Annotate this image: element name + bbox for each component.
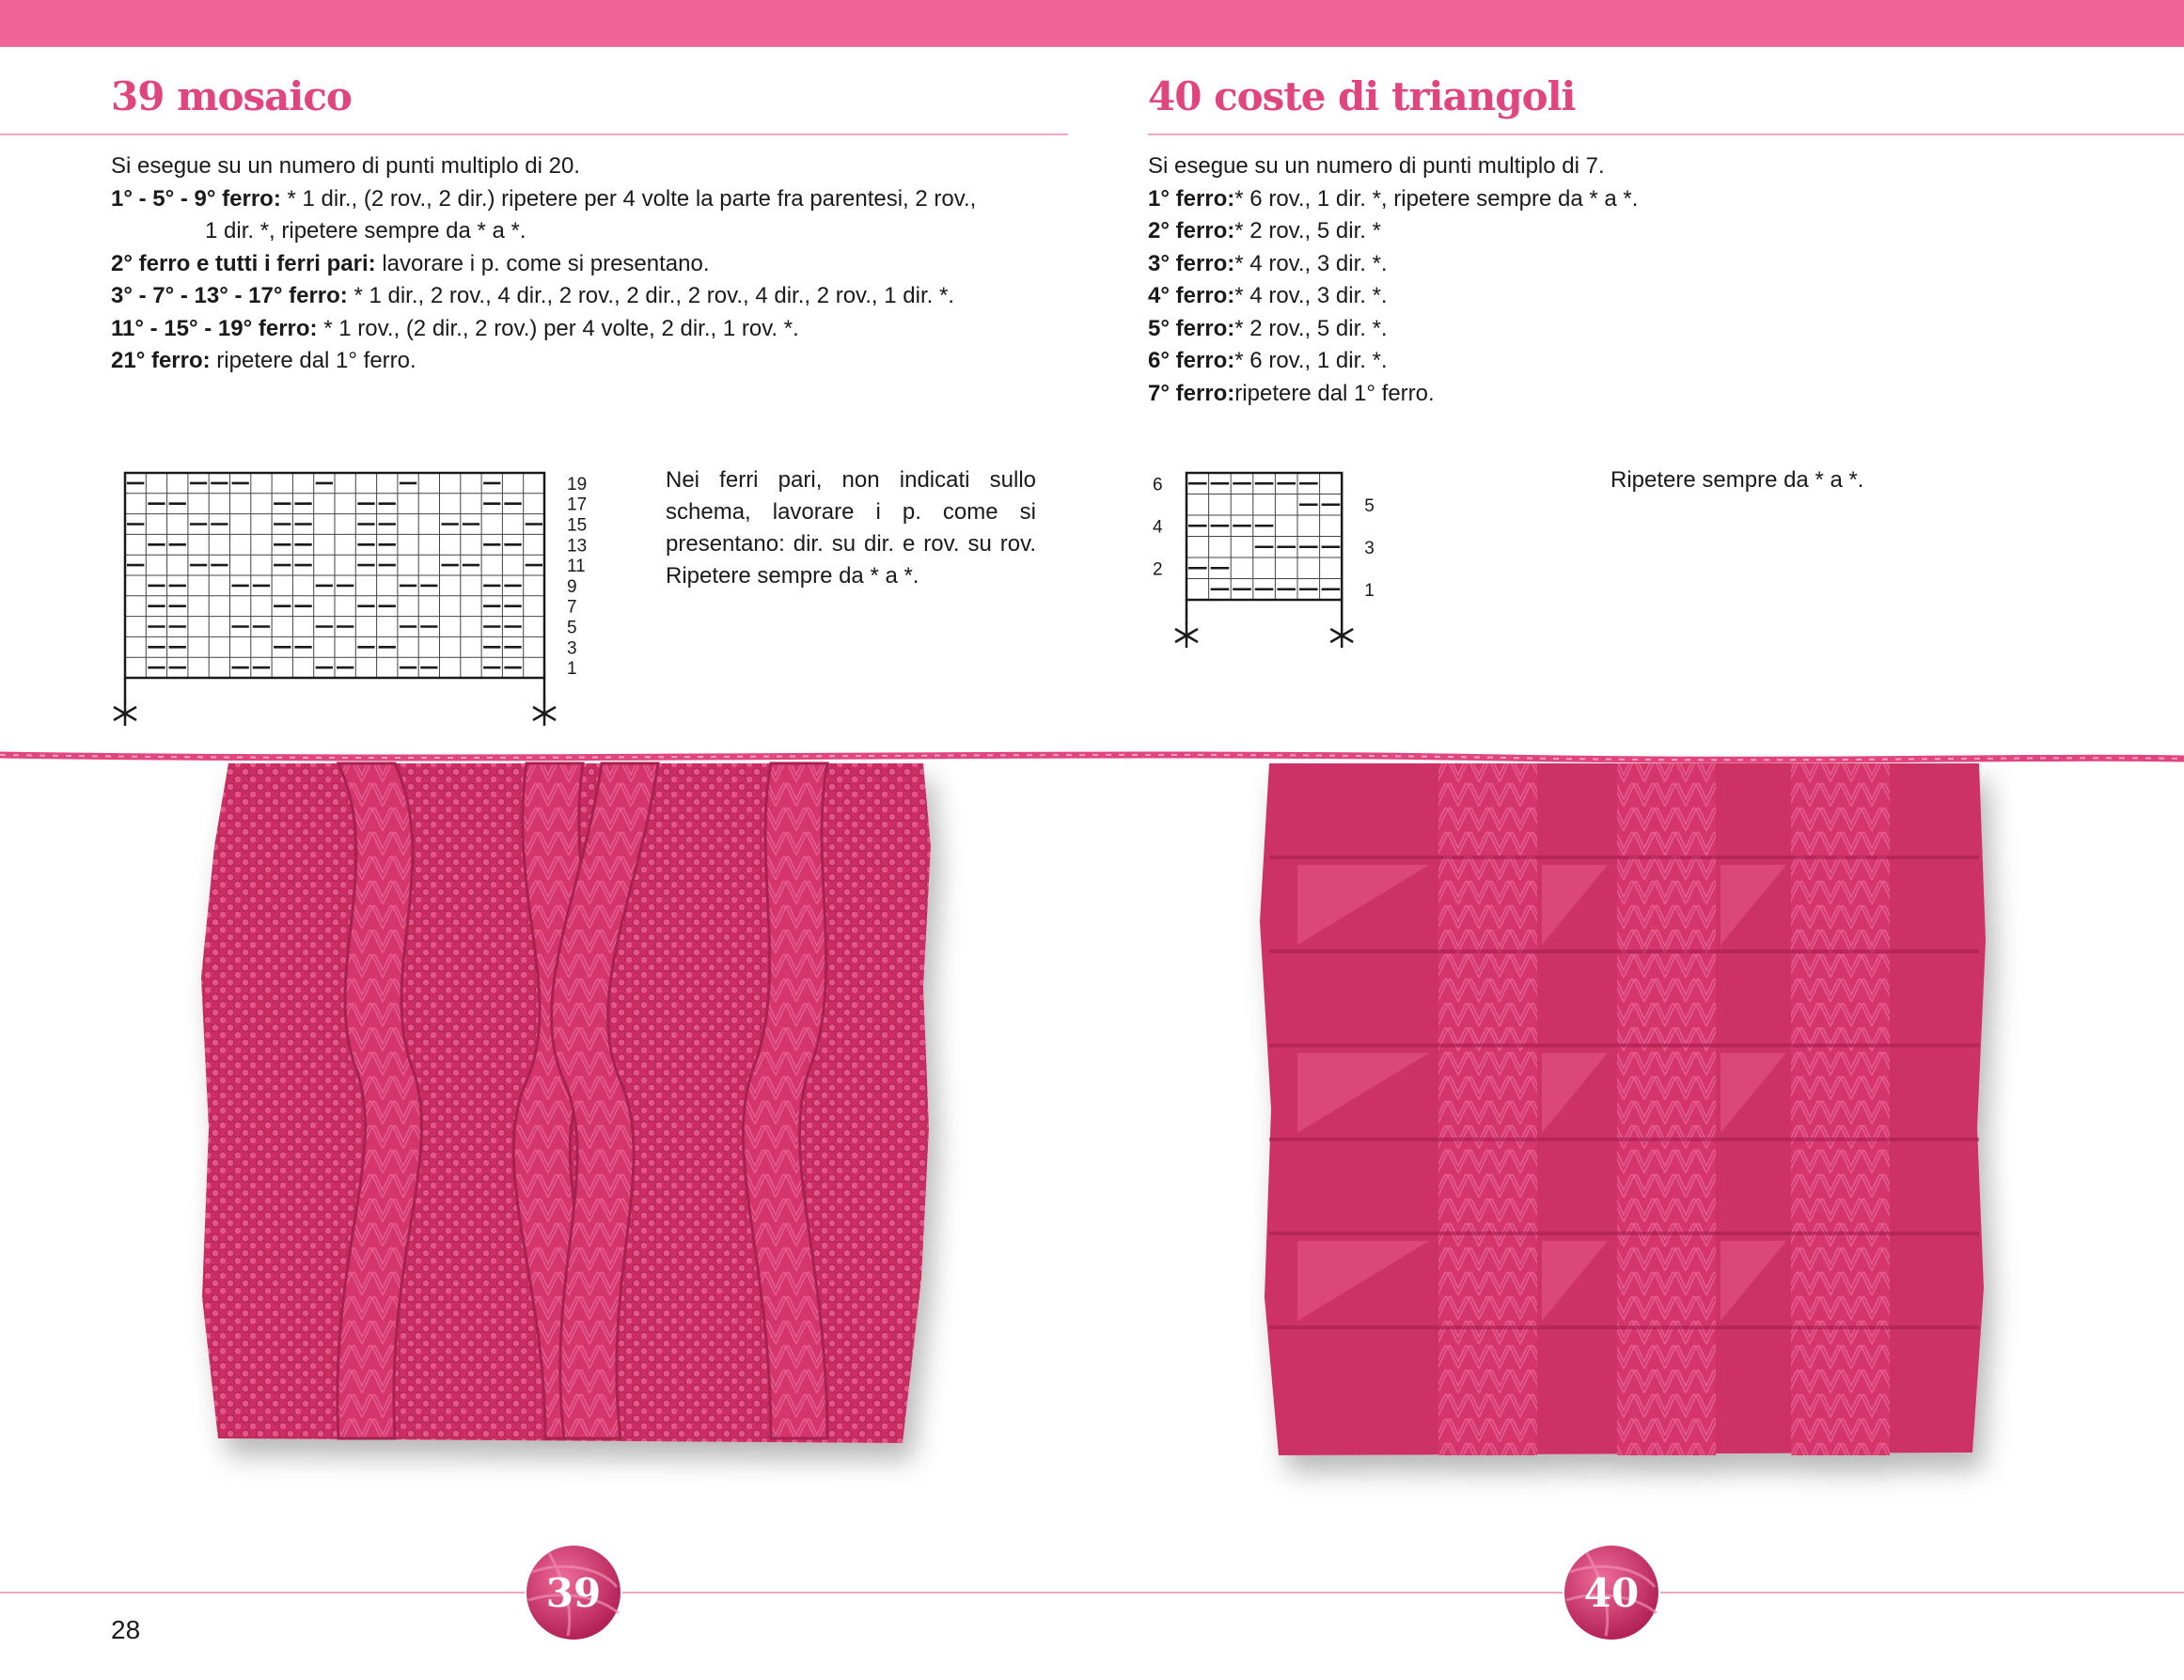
chart-row-label: 13 [567, 536, 588, 557]
instruction-line: 2° ferro e tutti i ferri pari: lavorare i p. come si presentano. [111, 250, 710, 276]
pattern-39-badge: 39 [545, 1570, 602, 1616]
chart-row-label: 5 [567, 618, 577, 638]
chart-row-label: 7 [567, 597, 577, 618]
chart-row-label: 11 [567, 557, 586, 577]
instruction-line: 1° ferro:* 6 rov., 1 dir. *, ripetere sempre da * a *. [1148, 185, 1639, 212]
instruction-line: 1 dir. *, ripetere sempre da * a *. [205, 218, 526, 243]
chart-row-label: 1 [1364, 580, 1375, 601]
instruction-line: 2° ferro:* 2 rov., 5 dir. * [1148, 218, 1381, 243]
instruction-line: 5° ferro:* 2 rov., 5 dir. *. [1148, 315, 1388, 341]
chart-row-label: 19 [567, 474, 588, 495]
instruction-line: Si esegue su un numero di punti multiplo di 20. [111, 153, 580, 179]
instruction-line: Si esegue su un numero di punti multiplo di 7. [1148, 153, 1605, 179]
instruction-line: 11° - 15° - 19° ferro: * 1 rov., (2 dir., 2 rov.) per 4 volte, 2 dir., 1 rov. *. [111, 315, 799, 341]
page-number: 28 [111, 1615, 141, 1644]
instruction-line: 3° ferro:* 4 rov., 3 dir. *. [1148, 250, 1388, 276]
chart-row-label: 3 [567, 638, 577, 659]
pattern-40-note: Ripetere sempre da * a *. [1611, 467, 1864, 493]
pattern-40-title: 40 coste di triangoli [1148, 73, 1576, 119]
pattern-39-title: 39 mosaico [111, 73, 352, 119]
pattern-40-badge: 40 [1583, 1570, 1640, 1616]
instruction-line: 21° ferro: ripetere dal 1° ferro. [111, 348, 416, 373]
chart-row-label: 4 [1153, 517, 1163, 538]
chart-row-label: 15 [567, 515, 588, 536]
instruction-line: 4° ferro:* 4 rov., 3 dir. *. [1148, 283, 1388, 308]
chart-row-label: 17 [567, 495, 588, 515]
pattern-39-note: Nei ferri pari, non indicati sullo schema, lavorare i p. come si presentano: dir. su dir. e rov. su rov. Ripetere sempre da * a *. [666, 467, 1036, 589]
chart-row-label: 3 [1364, 538, 1375, 558]
chart-row-label: 6 [1153, 475, 1163, 495]
chart-row-label: 5 [1364, 495, 1375, 516]
chart-row-label: 1 [567, 659, 577, 680]
instruction-line: 7° ferro:ripetere dal 1° ferro. [1148, 380, 1435, 406]
instruction-line: 3° - 7° - 13° - 17° ferro: * 1 dir., 2 rov., 4 dir., 2 rov., 2 dir., 2 rov., 4 dir., 2 rov., 1 dir. *. [111, 283, 954, 308]
chart-row-label: 2 [1153, 559, 1163, 580]
instruction-line: 1° - 5° - 9° ferro: * 1 dir., (2 rov., 2 dir.) ripetere per 4 volte la parte fra parentesi, 2 rov., [111, 185, 977, 212]
instruction-line: 6° ferro:* 6 rov., 1 dir. *. [1148, 348, 1388, 373]
chart-row-label: 9 [567, 576, 577, 597]
